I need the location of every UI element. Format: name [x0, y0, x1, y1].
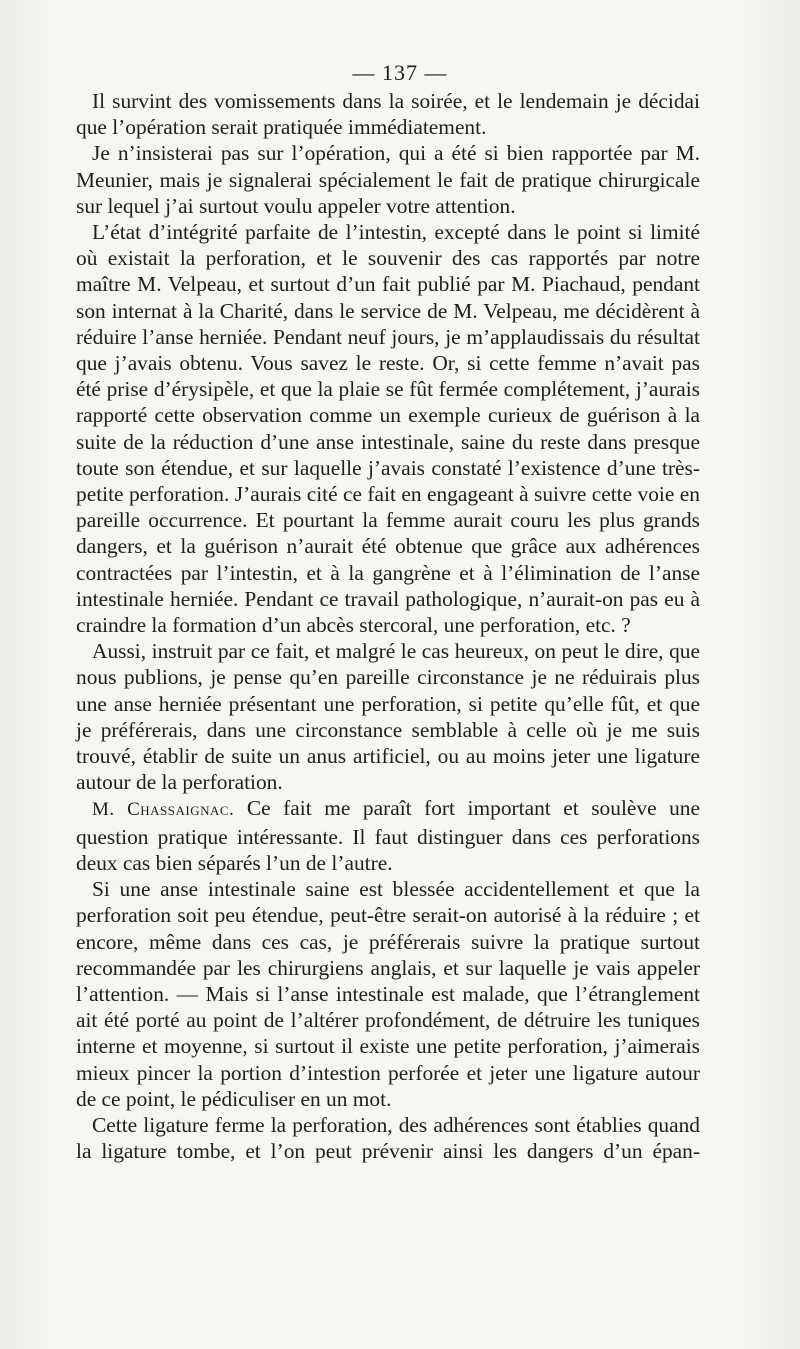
paragraph: L’état d’intégrité parfaite de l’intestin, excepté dans le point si limité où existait la perforation, et le souvenir des cas rapportés par notre maître M. Velpeau, et surtout d’un fait publié par M. Piachaud, pendant son internat à la Charité, dans le service de M. Velpeau, me décidèrent à réduire l’anse herniée. Pendant neuf jours, je m’applaudissais du résultat que j’avais obtenu. Vous savez le reste. Or, si cette femme n’avait pas été prise d’érysipèle, et que la plaie se fût fermée complétement, j’aurais rapporté cette observation comme un exemple curieux de guérison à la suite de la réduction d’une anse intestinale, saine du reste dans presque toute son étendue, et sur laquelle j’avais constaté l’existence d’une très-petite perforation. J’aurais cité ce fait en engageant à suivre cette voie en pareille occurrence. Et pourtant la femme aurait couru les plus grands dangers, et la guérison n’aurait été obtenue que grâce aux adhérences contractées par l’intestin, et à la gangrène et à l’élimination de l’anse intestinale herniée. Pendant ce travail pathologique, n’aurait-on pas eu à craindre la formation d’un abcès stercoral, une perforation, etc. ? — [76, 220, 700, 638]
paragraph: Je n’insisterai pas sur l’opération, qui a été si bien rapportée par M. Meunier, mais je signalerai spécialement le fait de pratique chirurgicale sur lequel j’ai surtout voulu appeler votre attention. — [76, 141, 700, 218]
speaker-text: Ce fait me paraît fort important et soulève une question pratique intéressante. Il faut distinguer dans ces perforations deux cas bien séparés l’un de l’autre. — [76, 796, 701, 875]
speaker-paragraph — [76, 795, 700, 876]
paragraph: Il survint des vomissements dans la soirée, et le lendemain je décidai que l’opération serait pratiquée immédiatement. — [76, 89, 700, 140]
paragraph: Cette ligature ferme la perforation, des adhérences sont établies quand la ligature tombe, et l’on peut prévenir ainsi les dangers d’un épan- — [76, 1112, 700, 1164]
body-text — [76, 88, 700, 1164]
paragraph: Si une anse intestinale saine est blessée accidentellement et que la perforation soit peu étendue, peut-être serait-on autorisé à la réduire ; et encore, même dans ces cas, je préférerais suivre la pratique surtout recommandée par les chirurgiens anglais, et sur laquelle je vais appeler l’attention. — Mais si l’anse intestinale est malade, que l’étranglement ait été porté au point de l’altérer profondément, de détruire les tuniques interne et moyenne, si surtout il existe une petite perforation, j’aimerais mieux pincer la portion d’intestion perforée et jeter une ligature autour de ce point, le pédiculiser en un mot. — [76, 877, 700, 1111]
paragraph: Aussi, instruit par ce fait, et malgré le cas heureux, on peut le dire, que nous publions, je pense qu’en pareille circonstance je ne réduirais plus une anse herniée présentant une perforation, si petite qu’elle fût, et que je préférerais, dans une circonstance semblable à celle où je me suis trouvé, établir de suite un anus artificiel, ou au moins jeter une ligature autour de la perforation. — [76, 639, 700, 795]
page-number: — 137 — — [352, 60, 448, 85]
speaker-name: M. Chassaignac. — [92, 799, 235, 821]
